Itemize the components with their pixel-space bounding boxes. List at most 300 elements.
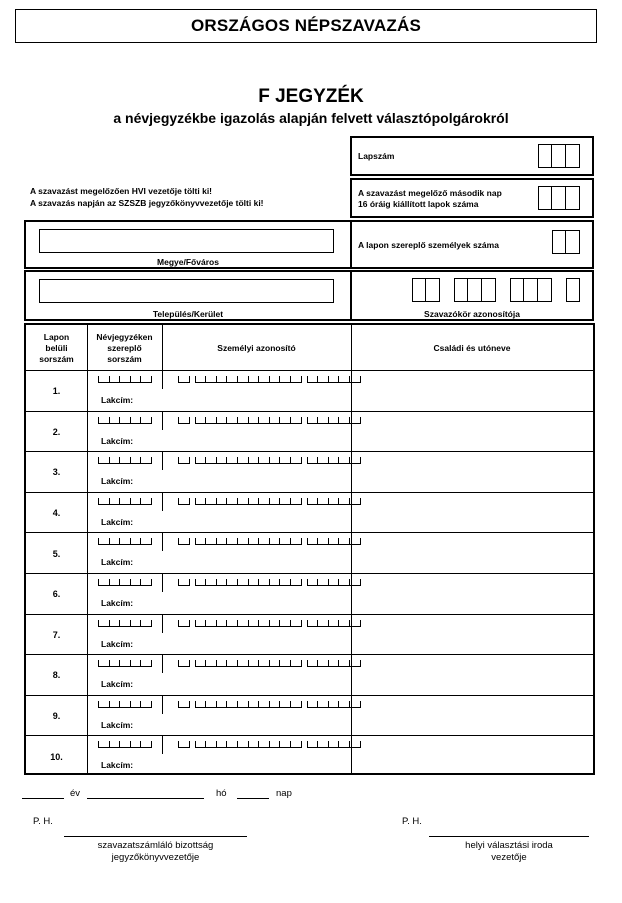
name-cell[interactable] bbox=[352, 655, 593, 696]
digit-tick-end bbox=[189, 417, 190, 424]
digit-tick bbox=[98, 417, 109, 424]
digit-tick bbox=[205, 457, 216, 464]
year-line[interactable] bbox=[22, 798, 64, 799]
row-number: 6. bbox=[52, 589, 61, 600]
header-text: belüli bbox=[45, 342, 68, 353]
digit-tick-group[interactable] bbox=[178, 579, 190, 588]
digit-tick bbox=[178, 457, 189, 464]
digit-tick bbox=[290, 741, 301, 748]
digit-tick-group[interactable] bbox=[98, 538, 152, 547]
digit-tick bbox=[317, 660, 328, 667]
field-separator bbox=[162, 493, 163, 511]
digit-tick bbox=[226, 701, 237, 708]
digit-tick bbox=[119, 660, 130, 667]
digit-tick-group[interactable] bbox=[195, 376, 302, 385]
digit-tick-end bbox=[301, 701, 302, 708]
form-subtitle: a névjegyzékbe igazolás alapján felvett választópolgárokról bbox=[113, 110, 509, 126]
digit-tick bbox=[317, 701, 328, 708]
address-label: Lakcím: bbox=[101, 598, 134, 608]
megye-input[interactable] bbox=[39, 229, 334, 253]
table-row bbox=[26, 696, 593, 737]
digit-tick bbox=[140, 538, 151, 545]
digit-tick bbox=[195, 417, 206, 424]
digit-tick-group[interactable] bbox=[98, 498, 152, 507]
address-label: Lakcím: bbox=[101, 435, 134, 446]
digit-tick bbox=[338, 741, 349, 748]
field-separator bbox=[162, 736, 163, 754]
row-number: 5. bbox=[52, 548, 61, 559]
ho-label: hó bbox=[216, 788, 227, 799]
page-header bbox=[15, 9, 597, 43]
name-cell[interactable] bbox=[352, 371, 593, 412]
digit-tick bbox=[269, 376, 280, 383]
digit-tick bbox=[195, 741, 206, 748]
szemelyek-label: A lapon szereplő személyek száma bbox=[358, 240, 499, 250]
digit-box[interactable] bbox=[552, 186, 566, 210]
row-number: 4. bbox=[52, 508, 61, 519]
digit-tick bbox=[269, 620, 280, 627]
digit-tick-end bbox=[189, 741, 190, 748]
digit-tick bbox=[338, 701, 349, 708]
signature-line-right[interactable] bbox=[429, 836, 589, 837]
header-col-szemelyi bbox=[162, 325, 351, 371]
digit-tick bbox=[205, 741, 216, 748]
digit-tick-group[interactable] bbox=[98, 660, 152, 669]
digit-tick bbox=[109, 417, 120, 424]
szavazokor-digits-c[interactable] bbox=[510, 278, 552, 302]
digit-box[interactable] bbox=[482, 278, 496, 302]
digit-tick bbox=[130, 538, 141, 545]
digit-tick bbox=[328, 579, 339, 586]
digit-tick-group[interactable] bbox=[195, 498, 302, 507]
digit-tick bbox=[328, 457, 339, 464]
digit-tick-end bbox=[151, 579, 152, 586]
digit-tick bbox=[258, 538, 269, 545]
digit-tick bbox=[109, 701, 120, 708]
digit-tick bbox=[140, 417, 151, 424]
signature-line-left[interactable] bbox=[64, 836, 247, 837]
signature-left-2: jegyzőkönyvvezetője bbox=[111, 852, 200, 863]
digit-tick bbox=[258, 660, 269, 667]
row-number: 1. bbox=[52, 386, 61, 397]
digit-tick-group[interactable] bbox=[178, 376, 190, 385]
digit-tick-end bbox=[301, 741, 302, 748]
field-separator bbox=[162, 412, 163, 430]
address-label: Lakcím: bbox=[101, 395, 134, 405]
digit-tick-end bbox=[151, 417, 152, 424]
field-separator bbox=[162, 574, 163, 592]
digit-tick bbox=[237, 741, 248, 748]
digit-tick-group[interactable] bbox=[195, 417, 302, 426]
digit-tick bbox=[338, 660, 349, 667]
digit-box[interactable] bbox=[538, 278, 552, 302]
digit-tick bbox=[307, 538, 318, 545]
digit-tick-group[interactable] bbox=[98, 701, 152, 710]
digit-tick bbox=[98, 457, 109, 464]
digit-tick-group[interactable] bbox=[195, 741, 302, 750]
digit-tick bbox=[290, 457, 301, 464]
digit-tick bbox=[205, 376, 216, 383]
digit-tick bbox=[279, 376, 290, 383]
digit-tick-end bbox=[189, 457, 190, 464]
digit-tick bbox=[98, 741, 109, 748]
table-row bbox=[26, 371, 593, 412]
header-text: Személyi azonosító bbox=[217, 342, 296, 353]
digit-tick bbox=[140, 579, 151, 586]
instruction-hvi: A szavazást megelőzően HVI vezetője tölti ki! bbox=[30, 186, 213, 196]
digit-tick bbox=[269, 741, 280, 748]
digit-tick bbox=[98, 579, 109, 586]
digit-tick bbox=[98, 701, 109, 708]
address-label: Lakcím: bbox=[101, 719, 134, 730]
field-separator bbox=[162, 452, 163, 470]
digit-tick bbox=[226, 457, 237, 464]
digit-tick bbox=[338, 498, 349, 505]
digit-tick-group[interactable] bbox=[98, 620, 152, 629]
digit-tick bbox=[119, 701, 130, 708]
digit-tick-group[interactable] bbox=[178, 660, 190, 669]
digit-tick bbox=[109, 660, 120, 667]
digit-tick bbox=[328, 376, 339, 383]
digit-tick bbox=[269, 498, 280, 505]
digit-tick bbox=[237, 579, 248, 586]
header-text: Névjegyzéken bbox=[96, 331, 153, 342]
digit-tick bbox=[205, 660, 216, 667]
digit-tick bbox=[269, 457, 280, 464]
digit-tick bbox=[317, 538, 328, 545]
table-row bbox=[26, 452, 593, 493]
szavazokor-label: Szavazókör azonosítója bbox=[424, 309, 520, 319]
digit-tick bbox=[178, 579, 189, 586]
digit-tick bbox=[109, 498, 120, 505]
digit-tick bbox=[216, 457, 227, 464]
digit-tick bbox=[248, 376, 259, 383]
digit-tick bbox=[258, 498, 269, 505]
header-text: sorszám bbox=[107, 353, 142, 364]
day-line[interactable] bbox=[237, 798, 269, 799]
digit-tick bbox=[216, 660, 227, 667]
digit-tick bbox=[279, 579, 290, 586]
digit-tick bbox=[307, 376, 318, 383]
digit-tick bbox=[307, 741, 318, 748]
name-cell[interactable] bbox=[352, 452, 593, 493]
digit-tick bbox=[195, 498, 206, 505]
digit-tick bbox=[205, 620, 216, 627]
digit-tick-group[interactable] bbox=[178, 538, 190, 547]
name-cell[interactable] bbox=[352, 696, 593, 737]
digit-tick-end bbox=[151, 620, 152, 627]
digit-tick-group[interactable] bbox=[178, 457, 190, 466]
digit-tick bbox=[290, 376, 301, 383]
digit-tick-group[interactable] bbox=[178, 701, 190, 710]
digit-tick-end bbox=[301, 579, 302, 586]
lapszam-digits[interactable] bbox=[538, 144, 580, 168]
digit-tick-end bbox=[151, 498, 152, 505]
digit-tick bbox=[130, 417, 141, 424]
digit-tick-end bbox=[301, 417, 302, 424]
digit-tick bbox=[178, 741, 189, 748]
name-cell[interactable] bbox=[352, 493, 593, 534]
digit-tick-group[interactable] bbox=[195, 620, 302, 629]
digit-tick-end bbox=[151, 457, 152, 464]
table-row bbox=[26, 533, 593, 574]
address-label: Lakcím: bbox=[101, 679, 134, 690]
address-label: Lakcím: bbox=[101, 557, 134, 568]
digit-tick bbox=[119, 457, 130, 464]
digit-tick bbox=[178, 620, 189, 627]
address-label: Lakcím: bbox=[101, 638, 134, 649]
digit-tick bbox=[258, 620, 269, 627]
row-number: 7. bbox=[52, 629, 61, 640]
name-cell[interactable] bbox=[352, 533, 593, 574]
digit-tick bbox=[307, 579, 318, 586]
digit-tick bbox=[269, 701, 280, 708]
digit-box[interactable] bbox=[454, 278, 468, 302]
digit-tick bbox=[237, 620, 248, 627]
digit-tick bbox=[248, 701, 259, 708]
digit-tick-group[interactable] bbox=[98, 417, 152, 426]
szavazokor-digits-a[interactable] bbox=[412, 278, 440, 302]
digit-tick bbox=[248, 620, 259, 627]
digit-tick-end bbox=[151, 660, 152, 667]
digit-tick bbox=[248, 741, 259, 748]
name-cell[interactable] bbox=[352, 736, 593, 777]
digit-box[interactable] bbox=[566, 144, 580, 168]
digit-tick bbox=[119, 620, 130, 627]
digit-tick-end bbox=[189, 620, 190, 627]
digit-tick bbox=[195, 701, 206, 708]
digit-tick bbox=[338, 376, 349, 383]
digit-tick-end bbox=[189, 498, 190, 505]
digit-tick bbox=[338, 538, 349, 545]
digit-tick bbox=[178, 498, 189, 505]
digit-tick bbox=[317, 741, 328, 748]
digit-tick bbox=[307, 620, 318, 627]
digit-tick-end bbox=[301, 620, 302, 627]
field-separator bbox=[162, 371, 163, 389]
table-row bbox=[26, 493, 593, 534]
row-number: 3. bbox=[52, 467, 61, 478]
digit-tick bbox=[279, 620, 290, 627]
digit-tick bbox=[237, 701, 248, 708]
digit-tick bbox=[98, 538, 109, 545]
row-number: 8. bbox=[52, 670, 61, 681]
digit-tick-group[interactable] bbox=[98, 457, 152, 466]
digit-tick bbox=[205, 538, 216, 545]
table-row bbox=[26, 412, 593, 453]
field-separator bbox=[162, 615, 163, 633]
digit-tick-group[interactable] bbox=[98, 579, 152, 588]
digit-tick bbox=[307, 457, 318, 464]
voter-table bbox=[24, 323, 595, 775]
szavazokor-box bbox=[350, 270, 594, 321]
digit-tick bbox=[226, 620, 237, 627]
digit-tick bbox=[248, 417, 259, 424]
lapszam-box bbox=[350, 136, 594, 176]
digit-tick bbox=[119, 376, 130, 383]
field-separator bbox=[162, 533, 163, 551]
field-separator bbox=[162, 655, 163, 673]
digit-tick bbox=[317, 579, 328, 586]
header-text: Lapon bbox=[43, 331, 70, 342]
digit-tick bbox=[130, 660, 141, 667]
digit-tick-group[interactable] bbox=[178, 741, 190, 750]
digit-tick-end bbox=[189, 579, 190, 586]
digit-tick bbox=[98, 376, 109, 383]
digit-tick bbox=[279, 417, 290, 424]
digit-tick bbox=[140, 620, 151, 627]
digit-tick bbox=[307, 660, 318, 667]
digit-box[interactable] bbox=[566, 278, 580, 302]
digit-tick bbox=[226, 741, 237, 748]
digit-tick bbox=[290, 620, 301, 627]
month-line[interactable] bbox=[87, 798, 204, 799]
digit-tick bbox=[140, 457, 151, 464]
szavazokor-digits-b[interactable] bbox=[454, 278, 496, 302]
digit-tick-group[interactable] bbox=[195, 579, 302, 588]
digit-tick bbox=[248, 498, 259, 505]
table-row bbox=[26, 736, 593, 777]
digit-tick bbox=[290, 538, 301, 545]
digit-box[interactable] bbox=[412, 278, 426, 302]
digit-tick-end bbox=[189, 701, 190, 708]
form-title: F JEGYZÉK bbox=[258, 86, 364, 107]
digit-tick-end bbox=[301, 457, 302, 464]
digit-tick bbox=[130, 498, 141, 505]
digit-tick bbox=[205, 498, 216, 505]
digit-box[interactable] bbox=[524, 278, 538, 302]
masodik-nap-label-1: A szavazást megelőző második nap bbox=[358, 188, 502, 198]
digit-tick bbox=[226, 579, 237, 586]
digit-tick bbox=[328, 620, 339, 627]
digit-tick bbox=[195, 620, 206, 627]
digit-tick-group[interactable] bbox=[178, 417, 190, 426]
digit-tick-group[interactable] bbox=[178, 498, 190, 507]
header-col-lapon bbox=[26, 325, 87, 371]
digit-tick bbox=[328, 660, 339, 667]
header-col-nev bbox=[351, 325, 593, 371]
digit-tick bbox=[258, 701, 269, 708]
header-text: Családi és utóneve bbox=[433, 342, 511, 353]
row-number: 2. bbox=[52, 426, 61, 437]
digit-tick bbox=[317, 498, 328, 505]
digit-tick bbox=[130, 701, 141, 708]
header-text: sorszám bbox=[39, 353, 74, 364]
digit-tick bbox=[290, 417, 301, 424]
digit-tick-group[interactable] bbox=[98, 376, 152, 385]
digit-tick-group[interactable] bbox=[195, 538, 302, 547]
name-cell[interactable] bbox=[352, 574, 593, 615]
digit-tick bbox=[119, 741, 130, 748]
digit-tick-group[interactable] bbox=[195, 701, 302, 710]
digit-tick bbox=[237, 417, 248, 424]
digit-tick bbox=[258, 417, 269, 424]
digit-tick-group[interactable] bbox=[178, 620, 190, 629]
digit-tick bbox=[237, 457, 248, 464]
digit-tick bbox=[290, 701, 301, 708]
digit-tick bbox=[248, 579, 259, 586]
digit-tick bbox=[226, 660, 237, 667]
digit-box[interactable] bbox=[538, 144, 552, 168]
digit-tick bbox=[195, 579, 206, 586]
digit-tick bbox=[279, 457, 290, 464]
digit-box[interactable] bbox=[566, 230, 580, 254]
digit-tick bbox=[195, 457, 206, 464]
digit-tick bbox=[269, 417, 280, 424]
digit-tick bbox=[328, 538, 339, 545]
row-number: 9. bbox=[52, 711, 61, 722]
table-row bbox=[26, 655, 593, 696]
digit-tick bbox=[119, 579, 130, 586]
digit-tick bbox=[130, 741, 141, 748]
digit-tick-end bbox=[151, 376, 152, 383]
digit-box[interactable] bbox=[426, 278, 440, 302]
digit-box[interactable] bbox=[552, 230, 566, 254]
digit-tick bbox=[248, 457, 259, 464]
signature-right-2: vezetője bbox=[491, 852, 527, 863]
digit-tick bbox=[269, 579, 280, 586]
digit-tick bbox=[290, 579, 301, 586]
digit-tick bbox=[338, 620, 349, 627]
digit-tick bbox=[178, 417, 189, 424]
digit-tick bbox=[130, 376, 141, 383]
digit-tick-end bbox=[301, 538, 302, 545]
ph-right: P. H. bbox=[402, 816, 422, 827]
digit-box[interactable] bbox=[510, 278, 524, 302]
telepules-box bbox=[24, 270, 352, 321]
szavazokor-digits-d[interactable] bbox=[566, 278, 580, 302]
digit-tick bbox=[317, 417, 328, 424]
digit-tick bbox=[290, 660, 301, 667]
digit-tick bbox=[119, 498, 130, 505]
table-row bbox=[26, 615, 593, 656]
digit-tick bbox=[109, 579, 120, 586]
digit-tick-group[interactable] bbox=[195, 457, 302, 466]
name-cell[interactable] bbox=[352, 615, 593, 656]
digit-box[interactable] bbox=[538, 186, 552, 210]
digit-tick bbox=[119, 538, 130, 545]
digit-tick bbox=[328, 498, 339, 505]
digit-tick bbox=[216, 701, 227, 708]
name-cell[interactable] bbox=[352, 412, 593, 453]
digit-tick bbox=[317, 376, 328, 383]
digit-tick bbox=[109, 620, 120, 627]
digit-tick-group[interactable] bbox=[195, 660, 302, 669]
ev-label: év bbox=[70, 788, 81, 799]
digit-box[interactable] bbox=[468, 278, 482, 302]
table-row bbox=[26, 574, 593, 615]
digit-tick bbox=[140, 376, 151, 383]
szemelyek-digits[interactable] bbox=[552, 230, 580, 254]
digit-box[interactable] bbox=[552, 144, 566, 168]
digit-tick bbox=[279, 660, 290, 667]
digit-tick bbox=[109, 538, 120, 545]
megye-box bbox=[24, 220, 352, 269]
field-separator bbox=[162, 696, 163, 714]
digit-box[interactable] bbox=[566, 186, 580, 210]
lapszam-label: Lapszám bbox=[358, 151, 395, 161]
digit-tick bbox=[328, 701, 339, 708]
digit-tick bbox=[279, 701, 290, 708]
digit-tick bbox=[205, 579, 216, 586]
digit-tick-group[interactable] bbox=[98, 741, 152, 750]
digit-tick bbox=[178, 538, 189, 545]
digit-tick bbox=[216, 741, 227, 748]
telepules-input[interactable] bbox=[39, 279, 334, 303]
masodik-nap-digits[interactable] bbox=[538, 186, 580, 210]
digit-tick bbox=[328, 417, 339, 424]
digit-tick bbox=[290, 498, 301, 505]
